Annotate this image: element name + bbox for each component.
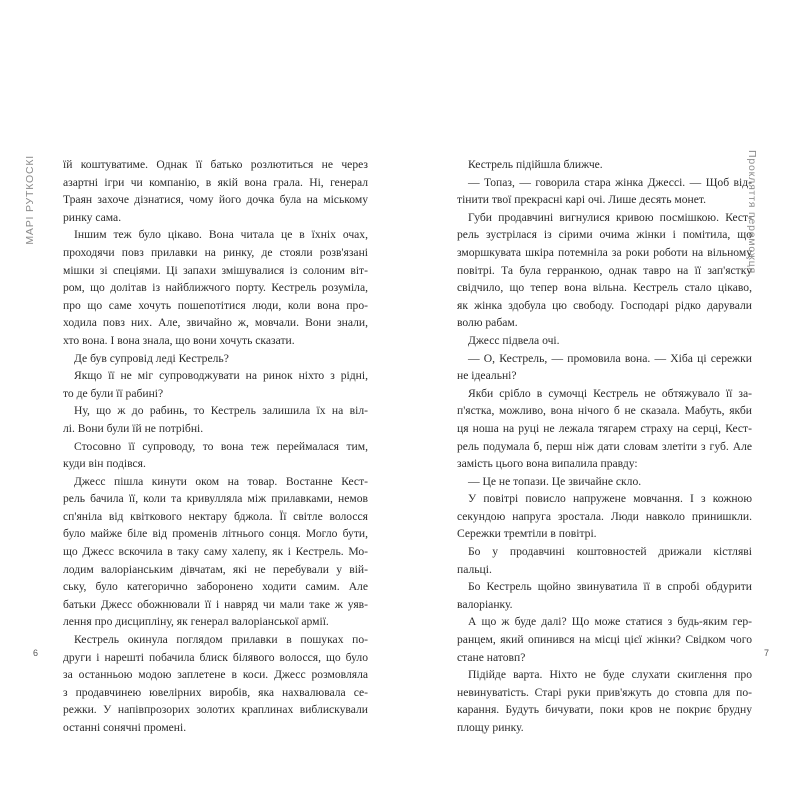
text-line: мішки зі спеціями. Ці запахи змішувалися із солоним віт- (63, 263, 368, 277)
text-line: У повітрі повисло напружене мовчання. І з кожною (468, 492, 752, 506)
text-line: Джесс підвела очі. (468, 333, 560, 347)
text-line: лодим валоріанським дівчатам, які не перебували у вій- (63, 562, 368, 576)
text-line: — О, Кестрель, — промовила вона. — Хіба ці сережки (468, 351, 752, 365)
text-line: тінити твої прекрасні карі очі. Лише десять монет. (457, 193, 706, 207)
text-line: рель подумала б, перш ніж дати словам злетіти з губ. Але (457, 439, 752, 453)
text-line: Траян захоче дізнатися, чому його дочка була на міському (63, 193, 368, 207)
text-line: п'ястка, можливо, вона нічого б не сказала. Мабуть, якби (457, 404, 752, 418)
text-line: други і нарешті побачила блиск білявого волосся, що було (63, 650, 368, 664)
text-line: — Це не топази. Це звичайне скло. (468, 474, 642, 488)
text-line: азартні ігри чи компанію, в якій вона грала. Ні, генерал (63, 175, 368, 189)
running-head-author: МАРІ РУТКОСКІ (24, 155, 36, 245)
text-line: зморшкувата шкіра потемніла за роки роботи на вільному (457, 245, 752, 259)
text-line: куди він подівся. (63, 457, 146, 471)
text-line: ця ноша на руці не лежала тягарем страху на серці, Кест- (457, 421, 752, 435)
text-line: А що ж буде далі? Що може статися з будь-яким гер- (468, 615, 752, 629)
text-line: секундою напруга зростала. Люди навколо принишкли. (457, 509, 752, 523)
text-line: ринку сама. (63, 210, 122, 224)
page-number-right: 7 (764, 648, 770, 658)
text-line: ську, було категорично заборонено ходити самим. Але (63, 580, 368, 594)
left-page-text (63, 156, 368, 737)
text-line: рель бачила її, коли та кривулляла між прилавками, немов (63, 492, 368, 506)
text-line: Кестрель окинула поглядом прилавки в пошуках по- (74, 633, 368, 647)
text-line: як жінка здобула цю свободу. Господарі рідко дарували (457, 298, 752, 312)
text-line: то де були її рабині? (63, 386, 164, 400)
text-line: рель зустрілася із сірими очима жінки і помітила, що (457, 228, 752, 242)
page-number-left: 6 (33, 648, 39, 658)
text-line: Якщо її не міг супроводжувати на ринок ніхто з рідні, (74, 369, 368, 383)
text-line: ранцем, який опинився на місці цієї жінки? Свідком чого (457, 633, 752, 647)
text-line: волю рабам. (457, 316, 518, 330)
text-line: Стосовно її супроводу, то вона теж переймалася тим, (74, 439, 368, 453)
text-line: з продавчинею ювелірних виробів, яка нахвалювала се- (63, 685, 368, 699)
text-line: замість цього вона випалила правду: (457, 457, 638, 471)
text-line: Якби срібло в сумочці Кестрель не обтяжувало її за- (468, 386, 752, 400)
text-line: Підійде варта. Ніхто не буде слухати скиглення про (468, 668, 752, 682)
text-line: повітрі. Та була герранкою, однак тавро на її зап'ястку (457, 263, 752, 277)
right-page (400, 0, 800, 800)
text-line: не ідеальні? (457, 369, 517, 383)
text-line: ходила повз них. Але, звичайно ж, мовчали. Вони знали, (63, 316, 368, 330)
text-line: Іншим теж було цікаво. Вона читала це в їхніх очах, (74, 228, 368, 242)
text-line: валоріанку. (457, 597, 513, 611)
right-page-text (457, 156, 752, 737)
text-line: Де був супровід леді Кестрель? (74, 351, 229, 365)
text-line: за останньою модою заплетене в коси. Джесс розмовляла (63, 668, 368, 682)
text-line: Кестрель підійшла ближче. (468, 158, 603, 171)
text-line: сп'яніла від квіткового нектару бджола. Її світле волосся (63, 509, 368, 523)
text-line: ром, що долітав із найближчого порту. Кестрель розуміла, (63, 281, 368, 295)
text-line: було майже біле від променів літнього сонця. Могло бути, (63, 527, 368, 541)
text-line: Бо Кестрель щойно звинуватила її в спробі обдурити (468, 580, 752, 594)
text-line: лі. Вони були їй не потрібні. (63, 421, 204, 435)
text-line: Джесс пішла кинути оком на товар. Востанне Кест- (74, 474, 368, 488)
text-line: невинуватість. Старі руки прив'яжуть до стовпа для по- (457, 685, 752, 699)
text-line: що Джесс вскочила в таку саму халепу, як і Кестрель. Мо- (63, 545, 368, 559)
running-head-title: Прокляття переможця (746, 150, 758, 275)
text-line: свідчило, що тепер вона вільна. Кестрель стало цікаво, (457, 281, 752, 295)
text-line: хто вона. І вона знала, що вони хочуть сказати. (63, 333, 295, 347)
text-line: Ну, що ж до рабинь, то Кестрель залишила їх на віл- (74, 404, 368, 418)
text-line: площу ринку. (457, 721, 524, 734)
text-line: батьки Джесс обожнювали її і навряд чи мали таке ж уяв- (63, 597, 368, 611)
text-line: Сережки тремтіли в повітрі. (457, 527, 597, 541)
text-line: Бо у продавчині коштовностей дрижали кістляві (468, 545, 752, 559)
text-line: режки. У напівпрозорих золотих краплинах виблискували (63, 703, 368, 717)
text-line: про що саме хочуть пошепотітися люди, коли вона про- (63, 298, 368, 312)
text-line: карання. Будуть бичувати, поки кров не покриє брудну (457, 703, 752, 717)
text-line: проходячи повз прилавки на ринку, де стояли розв'язані (63, 245, 368, 259)
text-line: — Топаз, — говорила стара жінка Джессі. — Щоб від- (468, 175, 752, 189)
text-line: їй коштуватиме. Однак її батько розлютиться не через (63, 158, 368, 171)
text-line: пальці. (457, 562, 492, 576)
text-line: останні сонячні промені. (63, 721, 187, 734)
text-line: стане натовп? (457, 650, 526, 664)
text-line: лення про дисципліну, як генерал валоріанської армії. (63, 615, 329, 629)
text-line: Губи продавчині вигнулися кривою посмішкою. Кест- (468, 210, 752, 224)
